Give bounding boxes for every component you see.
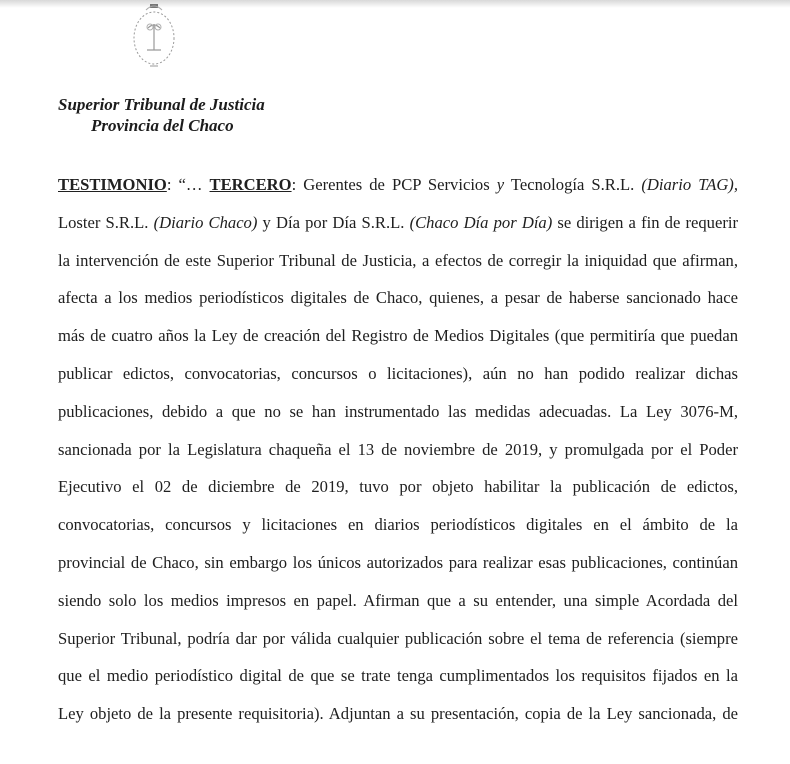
text-line-content [58, 702, 738, 726]
italic-text: (Diario TAG), [641, 175, 738, 194]
text-line [58, 286, 738, 324]
text-line-content [58, 627, 738, 651]
text-line-content [58, 664, 738, 688]
document-body [58, 173, 738, 740]
text-segment: Ejecutivo el 02 de diciembre de 2019, tuvo por objeto habilitar la publicación de edictos, [58, 477, 738, 497]
text-segment: más de cuatro años la Ley de creación del Registro de Medios Digitales (que permitiría que puedan [58, 326, 738, 346]
text-line [58, 400, 738, 438]
text-line [58, 664, 738, 702]
text-line-content [58, 324, 738, 348]
text-line-content [58, 211, 738, 235]
text-segment: se dirigen a fin de requerir [552, 212, 738, 232]
italic-text: (Chaco Día por Día) [409, 212, 553, 232]
text-segment: : “… [166, 175, 210, 194]
text-segment: que el medio periodístico digital de que se trate tenga cumplimentados los requisitos fijados en la [58, 666, 738, 686]
text-line-content [58, 173, 738, 197]
text-line [58, 475, 738, 513]
text-segment: sancionada por la Legislatura chaqueña el 13 de noviembre de 2019, y promulgada por el Poder [58, 439, 738, 459]
text-segment: y Día por Día S.R.L. [257, 212, 410, 232]
text-line-content [58, 513, 738, 537]
text-line-content [58, 589, 738, 613]
text-segment: publicar edictos, convocatorias, concursos o licitaciones), aún no han podido realizar dichas [58, 363, 738, 383]
document-header [58, 94, 265, 136]
text-line [58, 324, 738, 362]
italic-text: y [496, 175, 505, 194]
text-line [58, 362, 738, 400]
text-segment: afecta a los medios periodísticos digitales de Chaco, quienes, a pesar de haberse sancionado hace [58, 288, 738, 308]
text-line-content [58, 551, 738, 575]
text-segment: Superior Tribunal, podría dar por válida cualquier publicación sobre el tema de referencia (siempre [58, 628, 738, 648]
text-line [58, 249, 738, 287]
text-line [58, 438, 738, 476]
text-segment: publicaciones, debido a que no se han instrumentado las medidas adecuadas. La Ley 3076-M, [58, 401, 738, 421]
text-segment: provincial de Chaco, sin embargo los únicos autorizados para realizar esas publicaciones, continúan [58, 552, 738, 572]
text-line-content [58, 286, 738, 310]
court-name: Superior Tribunal de Justicia [58, 95, 265, 114]
top-edge-shadow [0, 0, 790, 8]
text-segment: convocatorias, concursos y licitaciones en diarios periodísticos digitales en el ámbito de la [58, 515, 738, 535]
text-line-content [58, 362, 738, 386]
text-line [58, 173, 738, 211]
section-heading: TESTIMONIO [58, 175, 167, 194]
text-segment: Loster S.R.L. [58, 212, 154, 232]
text-line-content [58, 400, 738, 424]
text-line-content [58, 249, 738, 273]
province-name: Provincia del Chaco [91, 116, 234, 135]
section-heading: TERCERO [209, 175, 292, 194]
text-segment: : Gerentes de PCP Servicios [291, 175, 497, 194]
court-seal-icon [128, 0, 180, 72]
text-line [58, 211, 738, 249]
text-line-content [58, 438, 738, 462]
text-line [58, 513, 738, 551]
text-segment: siendo solo los medios impresos en papel. Afirman que a su entender, una simple Acordada del [58, 590, 738, 610]
text-segment: Tecnología S.R.L. [504, 175, 642, 194]
text-line [58, 702, 738, 740]
text-segment: la intervención de este Superior Tribunal de Justicia, a efectos de corregir la iniquidad que afirman, [58, 250, 738, 270]
text-line [58, 551, 738, 589]
text-line [58, 627, 738, 665]
text-segment: Ley objeto de la presente requisitoria). Adjuntan a su presentación, copia de la Ley sancionada, de [58, 704, 738, 724]
text-line-content [58, 475, 738, 499]
text-line [58, 589, 738, 627]
italic-text: (Diario Chaco) [153, 212, 258, 232]
